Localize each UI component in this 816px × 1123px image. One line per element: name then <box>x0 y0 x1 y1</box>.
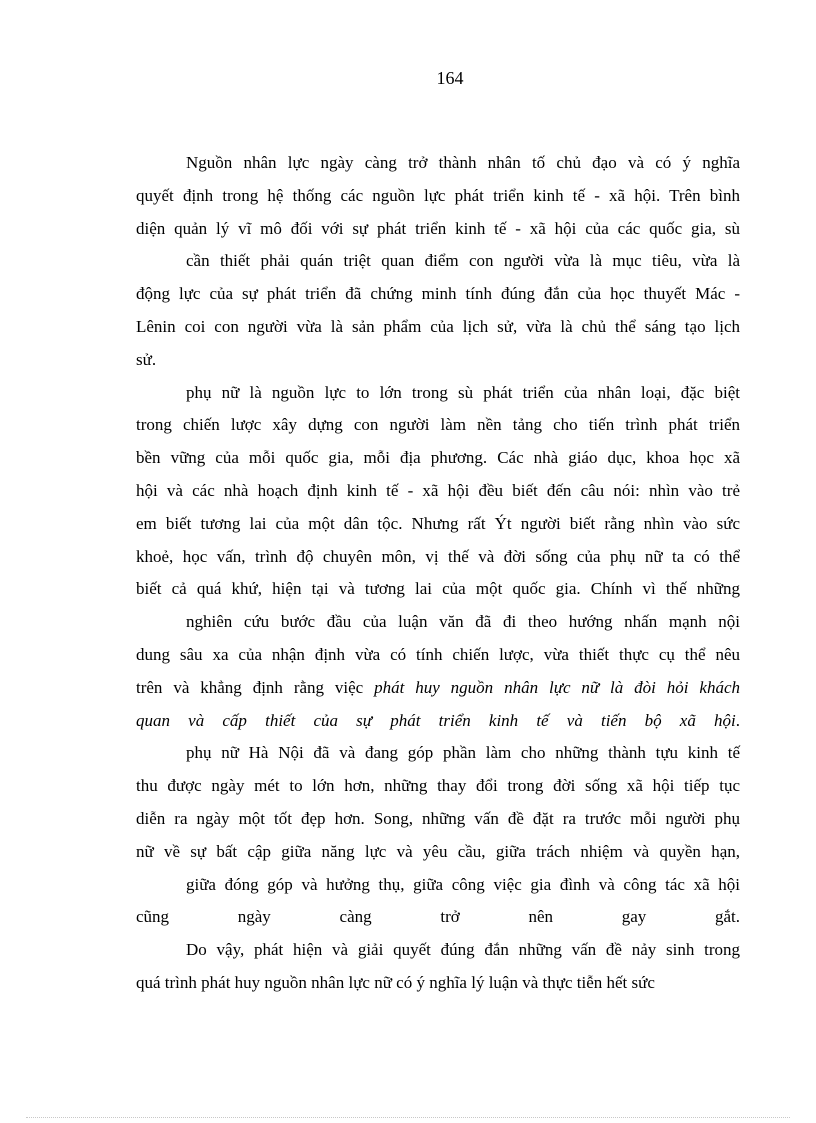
text-line <box>136 705 740 738</box>
text-line-content: sử. <box>136 349 157 369</box>
document-body <box>136 147 740 1000</box>
page-bottom-rule <box>26 1117 790 1118</box>
text-line <box>136 508 740 541</box>
text-line <box>136 803 740 836</box>
text-line-content: biết cả quá khứ, hiện tại và tương lai của một quốc gia. Chính vì thế những <box>136 579 740 599</box>
text-line-content: cũng ngày càng trở nên gay gắt. <box>136 907 740 927</box>
text-line <box>136 901 740 934</box>
text-line <box>136 278 740 311</box>
text-line <box>136 213 740 246</box>
text-line <box>136 639 740 672</box>
text-line-content: thu được ngày mét to lớn hơn, những thay đổi trong đời sống xã hội tiếp tục <box>136 776 740 796</box>
text-line-content: khoẻ, học vấn, trình độ chuyên môn, vị thế và đời sống của phụ nữ ta có thể <box>136 546 740 566</box>
text-line <box>136 934 740 967</box>
text-line <box>136 377 740 410</box>
italic-emphasis: quan và cấp thiết của sự phát triển kinh tế và tiến bộ xã hội <box>136 710 736 730</box>
text-line-content: bền vững của mỗi quốc gia, mỗi địa phương. Các nhà giáo dục, khoa học xã <box>136 448 740 468</box>
text-line-content: em biết tương lai của một dân tộc. Nhưng rất Ýt người biết rằng nhìn vào sức <box>136 513 740 533</box>
trailing-punctuation: . <box>735 710 740 730</box>
text-line-content: trên và khẳng định rằng việc <box>136 677 375 697</box>
text-line-content: giữa đóng góp và hưởng thụ, giữa công việc gia đình và công tác xã hội <box>186 874 740 894</box>
text-line-content: cần thiết phải quán triệt quan điểm con người vừa là mục tiêu, vừa là <box>186 251 740 271</box>
text-line <box>136 606 740 639</box>
text-line <box>136 475 740 508</box>
text-line-content: Do vậy, phát hiện và giải quyết đúng đắn những vấn đề nảy sinh trong <box>186 940 740 960</box>
text-line-content: diện quản lý vĩ mô đối với sự phát triển kinh tế - xã hội của các quốc gia, sù <box>136 218 740 238</box>
text-line-content: diễn ra ngày một tốt đẹp hơn. Song, những vấn đề đặt ra trước mỗi người phụ <box>136 808 740 828</box>
text-line <box>136 672 740 705</box>
text-line-content: dung sâu xa của nhận định vừa có tính chiến lược, vừa thiết thực cụ thể nêu <box>136 644 740 664</box>
text-line <box>136 737 740 770</box>
text-line <box>136 573 740 606</box>
text-line <box>136 442 740 475</box>
text-line-content: quyết định trong hệ thống các nguồn lực phát triển kinh tế - xã hội. Trên bình <box>136 185 740 205</box>
text-line <box>136 770 740 803</box>
text-line-content: phụ nữ Hà Nội đã và đang góp phần làm cho những thành tựu kinh tế <box>186 743 740 763</box>
text-line-content: Lênin coi con người vừa là sản phẩm của lịch sử, vừa là chủ thể sáng tạo lịch <box>136 316 740 336</box>
text-line <box>136 344 740 377</box>
text-line <box>136 245 740 278</box>
text-line-content: nữ về sự bất cập giữa năng lực và yêu cầu, giữa trách nhiệm và quyền hạn, <box>136 841 740 861</box>
page-number: 164 <box>436 68 464 88</box>
text-line <box>136 967 740 1000</box>
text-line <box>136 869 740 902</box>
text-line <box>136 836 740 869</box>
text-line-content: trong chiến lược xây dựng con người làm nền tảng cho tiến trình phát triển <box>136 415 740 435</box>
text-line-content: quá trình phát huy nguồn nhân lực nữ có ý nghĩa lý luận và thực tiễn hết sức <box>136 972 655 992</box>
text-line <box>136 409 740 442</box>
italic-emphasis: phát huy nguồn nhân lực nữ là đòi hỏi khách <box>374 677 741 697</box>
text-line <box>136 147 740 180</box>
text-line <box>136 311 740 344</box>
text-line <box>136 180 740 213</box>
text-line-content: động lực của sự phát triển đã chứng minh tính đúng đắn của học thuyết Mác - <box>136 284 740 304</box>
text-line-content: phụ nữ là nguồn lực to lớn trong sù phát triển của nhân loại, đặc biệt <box>186 382 740 402</box>
text-line-content: nghiên cứu bước đầu của luận văn đã đi theo hướng nhấn mạnh nội <box>186 612 740 632</box>
text-line-content: Nguồn nhân lực ngày càng trở thành nhân tố chủ đạo và có ý nghĩa <box>186 153 740 172</box>
text-line-content: hội và các nhà hoạch định kinh tế - xã hội đều biết đến câu nói: nhìn vào trẻ <box>136 480 740 500</box>
text-line <box>136 541 740 574</box>
